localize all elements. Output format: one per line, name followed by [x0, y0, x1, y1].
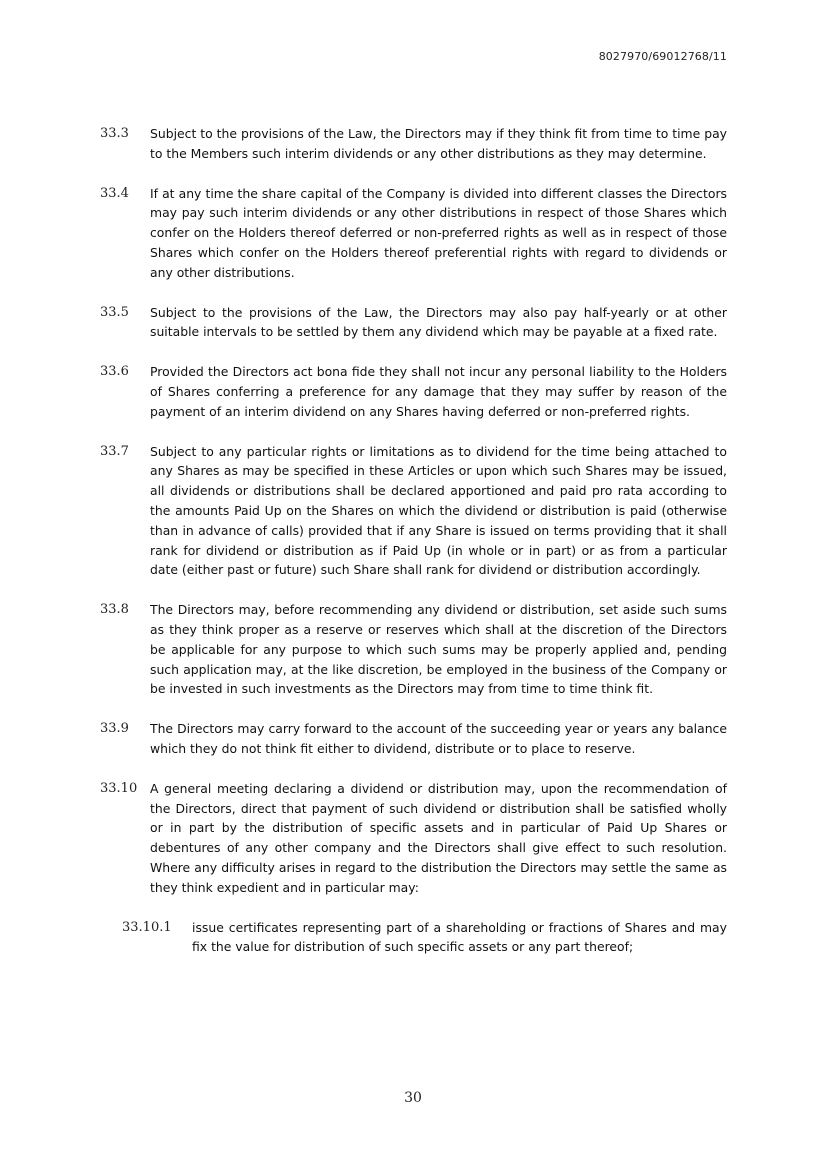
clause-list	[0, 124, 826, 977]
page-number: 30	[404, 1090, 422, 1106]
clause-number: 33.6	[100, 364, 129, 380]
clause-text: If at any time the share capital of the Company is divided into different classes the Directors may pay such interim dividends or any other distributions in respect of those Shares which confer on the Holders thereof deferred or non-preferred rights as well as in respect of those Shares which confer on the Holders thereof preferential rights with regard to dividends or any other distributions.	[150, 185, 727, 280]
clause-text: Provided the Directors act bona fide they shall not incur any personal liability to the Holders of Shares conferring a preference for any damage that they may suffer by reason of the payment of an interim dividend on any Shares having deferred or non-preferred rights.	[150, 364, 727, 419]
clause-text: Subject to any particular rights or limitations as to dividend for the time being attached to any Shares as may be specified in these Articles or upon which such Shares may be issued, all dividends or distributions shall be declared apportioned and paid pro rata according to the amounts Paid Up on the Shares on which the dividend or distribution is paid (otherwise than in advance of calls) provided that if any Share is issued on terms providing that it shall rank for dividend or distribution as if Paid Up (in whole or in part) or as from a particular date (either past or future) such Share shall rank for dividend or distribution accordingly.	[150, 443, 727, 578]
clause-number: 33.4	[100, 185, 129, 201]
clause-number: 33.10.1	[122, 919, 172, 935]
clause-33-10-1	[0, 918, 826, 958]
clause-number: 33.8	[100, 602, 129, 618]
clause-text: The Directors may, before recommending any dividend or distribution, set aside such sums as they think proper as a reserve or reserves which shall at the discretion of the Directors be applicable for any purpose to which such sums may be properly applied and, pending such application may, at the like discretion, be employed in the business of the Company or be invested in such investments as the Directors may from time to time think fit.	[150, 602, 727, 697]
clause-33-5	[0, 303, 826, 343]
clause-number: 33.10	[100, 780, 138, 796]
clause-33-4	[0, 184, 826, 283]
clause-33-10	[0, 779, 826, 898]
clause-text: A general meeting declaring a dividend or distribution may, upon the recommendation of the Directors, direct that payment of such dividend or distribution shall be satisfied wholly or in part by the distribution of specific assets and in particular of Paid Up Shares or debentures of any other company and the Directors shall give effect to such resolution. Where any difficulty arises in regard to the distribution the Directors may settle the same as they think expedient and in particular may:	[150, 780, 727, 895]
clause-33-3	[0, 124, 826, 164]
clause-number: 33.7	[100, 443, 129, 459]
clause-text: Subject to the provisions of the Law, the Directors may also pay half-yearly or at other suitable intervals to be settled by them any dividend which may be payable at a fixed rate.	[150, 304, 727, 340]
document-reference: 8027970/69012768/11	[598, 50, 727, 63]
clause-number: 33.5	[100, 304, 129, 320]
clause-text: The Directors may carry forward to the account of the succeeding year or years any balance which they do not think fit either to dividend, distribute or to place to reserve.	[150, 721, 727, 756]
clause-33-9	[0, 719, 826, 759]
clause-number: 33.9	[100, 721, 129, 737]
clause-33-8	[0, 600, 826, 699]
clause-number: 33.3	[100, 126, 129, 141]
clause-text: issue certificates representing part of a shareholding or fractions of Shares and may fix the value for distribution of such specific assets or any part thereof;	[192, 919, 727, 955]
clause-33-6	[0, 362, 826, 421]
clause-text: Subject to the provisions of the Law, the Directors may if they think fit from time to time pay to the Members such interim dividends or any other distributions as they may determine.	[150, 126, 727, 161]
clause-33-7	[0, 442, 826, 581]
